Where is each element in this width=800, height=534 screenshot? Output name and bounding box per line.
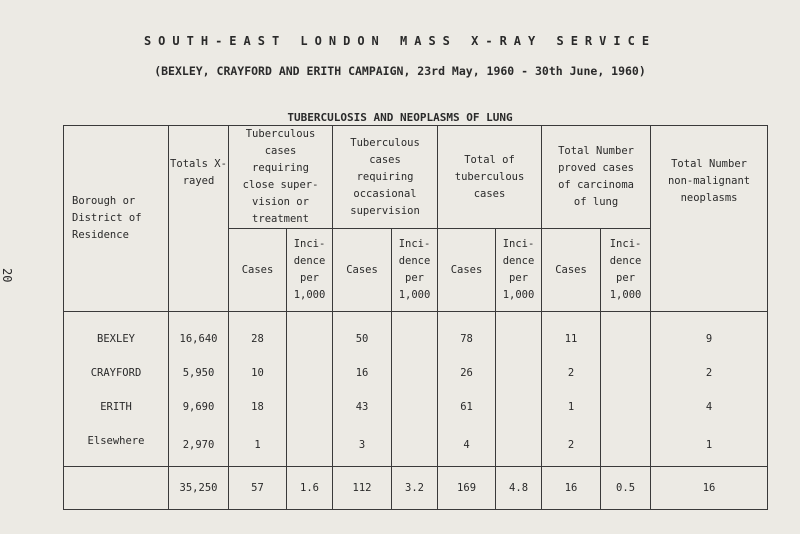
cell-tb-incidence — [496, 312, 542, 357]
subheader-incidence: Inci- dence per 1,000 — [601, 229, 651, 312]
cell-occasional: 112 — [333, 467, 392, 510]
cell-carcinoma: 2 — [542, 424, 601, 467]
table-row — [64, 424, 768, 467]
cell-close-incidence — [287, 356, 333, 390]
cell-tb-total: 169 — [438, 467, 496, 510]
cell-tb-incidence — [496, 356, 542, 390]
page-number: 20 — [0, 268, 14, 283]
cell-carcinoma: 16 — [542, 467, 601, 510]
subheader-cases: Cases — [229, 229, 287, 312]
page-title: SOUTH-EAST LONDON MASS X-RAY SERVICE — [143, 34, 657, 48]
data-table — [63, 125, 768, 510]
subheader-incidence: Inci- dence per 1,000 — [496, 229, 542, 312]
cell-occasional: 43 — [333, 390, 392, 424]
header-totals: Totals X-rayed — [169, 126, 229, 312]
cell-occasional: 3 — [333, 424, 392, 467]
cell-carcinoma-incidence — [601, 356, 651, 390]
header-carcinoma: Total Number proved cases of carcinoma of lung — [542, 126, 651, 229]
cell-xrayed: 5,950 — [169, 356, 229, 390]
cell-carcinoma-incidence: 0.5 — [601, 467, 651, 510]
cell-tb-total: 78 — [438, 312, 496, 357]
cell-xrayed: 9,690 — [169, 390, 229, 424]
page-subtitle: (BEXLEY, CRAYFORD AND ERITH CAMPAIGN, 23rd May, 1960 - 30th June, 1960) — [154, 64, 646, 78]
cell-close: 10 — [229, 356, 287, 390]
table-row — [64, 312, 768, 357]
cell-occasional: 16 — [333, 356, 392, 390]
cell-occasional-incidence: 3.2 — [392, 467, 438, 510]
totals-row — [64, 467, 768, 510]
cell-close-incidence — [287, 312, 333, 357]
cell-xrayed: 35,250 — [169, 467, 229, 510]
cell-carcinoma-incidence — [601, 312, 651, 357]
cell-close: 28 — [229, 312, 287, 357]
table-row — [64, 356, 768, 390]
cell-occasional-incidence — [392, 424, 438, 467]
subheader-cases: Cases — [542, 229, 601, 312]
cell-carcinoma-incidence — [601, 424, 651, 467]
cell-carcinoma: 2 — [542, 356, 601, 390]
subheader-incidence: Inci- dence per 1,000 — [287, 229, 333, 312]
cell-non-malignant: 2 — [651, 356, 768, 390]
header-tb-close: Tuberculous cases requiring close super- vision or treatment — [229, 126, 333, 229]
cell-district — [64, 467, 169, 510]
cell-tb-total: 26 — [438, 356, 496, 390]
cell-xrayed: 2,970 — [169, 424, 229, 467]
cell-close: 18 — [229, 390, 287, 424]
cell-close: 1 — [229, 424, 287, 467]
header-borough: Borough or District of Residence — [64, 126, 169, 312]
table-row — [64, 390, 768, 424]
cell-close: 57 — [229, 467, 287, 510]
cell-district: BEXLEY — [64, 312, 169, 357]
cell-non-malignant: 4 — [651, 390, 768, 424]
cell-district: ERITH — [64, 390, 169, 424]
cell-close-incidence: 1.6 — [287, 467, 333, 510]
cell-tb-incidence — [496, 424, 542, 467]
cell-occasional-incidence — [392, 356, 438, 390]
cell-close-incidence — [287, 424, 333, 467]
cell-tb-total: 4 — [438, 424, 496, 467]
header-tb-occasional: Tuberculous cases requiring occasional supervision — [333, 126, 438, 229]
cell-carcinoma: 1 — [542, 390, 601, 424]
cell-tb-total: 61 — [438, 390, 496, 424]
cell-occasional-incidence — [392, 312, 438, 357]
cell-non-malignant: 9 — [651, 312, 768, 357]
header-non-malignant: Total Number non-malignant neoplasms — [651, 126, 768, 312]
cell-occasional-incidence — [392, 390, 438, 424]
cell-close-incidence — [287, 390, 333, 424]
cell-xrayed: 16,640 — [169, 312, 229, 357]
table-title: TUBERCULOSIS AND NEOPLASMS OF LUNG — [287, 111, 513, 124]
cell-carcinoma-incidence — [601, 390, 651, 424]
cell-occasional: 50 — [333, 312, 392, 357]
subheader-cases: Cases — [333, 229, 392, 312]
cell-district: CRAYFORD — [64, 356, 169, 390]
subheader-incidence: Inci- dence per 1,000 — [392, 229, 438, 312]
cell-non-malignant: 1 — [651, 424, 768, 467]
cell-tb-incidence — [496, 390, 542, 424]
cell-district: Elsewhere — [64, 424, 169, 467]
cell-carcinoma: 11 — [542, 312, 601, 357]
subheader-cases: Cases — [438, 229, 496, 312]
cell-tb-incidence: 4.8 — [496, 467, 542, 510]
header-tb-total: Total of tuberculous cases — [438, 126, 542, 229]
cell-non-malignant: 16 — [651, 467, 768, 510]
